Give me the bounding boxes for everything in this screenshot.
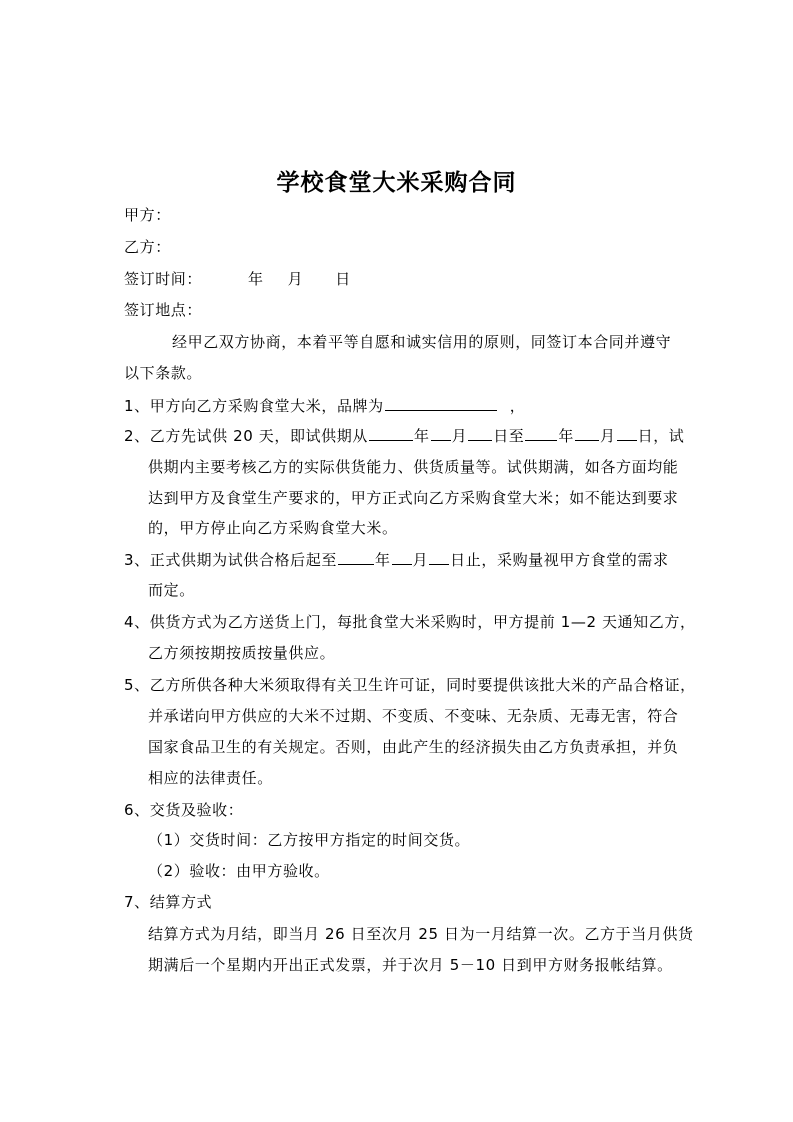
sign-time-line	[124, 269, 351, 289]
trial-end-year-blank	[525, 426, 557, 441]
clause-1-text: 1、甲方向乙方采购食堂大米，品牌为	[124, 397, 384, 415]
trial-start-day-blank	[468, 426, 492, 441]
contract-title: 学校食堂大米采购合同	[276, 169, 517, 196]
supply-end-year-blank	[338, 550, 374, 565]
intro-line-2: 以下条款。	[124, 364, 203, 382]
sign-time-year: 年	[248, 270, 264, 288]
clause-1-comma: ，	[509, 397, 526, 415]
clause-7-line-2: 期满后一个星期内开出正式发票，并于次月 5－10 日到甲方财务报帐结算。	[148, 956, 673, 974]
sign-time-label: 签订时间：	[124, 270, 203, 288]
trial-end-day-label: 日，试	[637, 427, 685, 445]
clause-5-line-3: 国家食品卫生的有关规定。否则，由此产生的经济损失由乙方负责承担，并负	[148, 738, 679, 756]
clause-7-heading: 7、结算方式	[124, 893, 213, 911]
supply-end-month-label: 月	[412, 551, 429, 569]
clause-7-line-1: 结算方式为月结，即当月 26 日至次月 25 日为一月结算一次。乙方于当月供货	[148, 925, 694, 943]
clause-2-line-4: 的，甲方停止向乙方采购食堂大米。	[148, 519, 398, 537]
trial-end-month-label: 月	[600, 427, 616, 445]
clause-1	[124, 396, 525, 416]
clause-4-line-1: 4、供货方式为乙方送货上门，每批食堂大米采购时，甲方提前 1—2 天通知乙方，	[124, 613, 696, 631]
party-a-line: 甲方：	[124, 206, 171, 224]
intro-line-1: 经甲乙双方协商，本着平等自愿和诚实信用的原则，同签订本合同并遵守	[172, 333, 672, 351]
supply-end-day-blank	[429, 550, 449, 565]
clause-5-line-1: 5、乙方所供各种大米须取得有关卫生许可证，同时要提供该批大米的产品合格证，	[124, 676, 696, 694]
clause-3-text: 3、正式供期为试供合格后起至	[124, 551, 337, 569]
clause-2-line-1	[124, 426, 684, 446]
trial-end-day-blank	[617, 426, 637, 441]
sign-place-line: 签订地点：	[124, 301, 203, 319]
trial-end-year-label: 年	[558, 427, 574, 445]
trial-start-month-blank	[431, 426, 451, 441]
clause-4-line-2: 乙方须按期按质按量供应。	[148, 644, 336, 662]
clause-3-line-2: 而定。	[148, 581, 195, 599]
clause-3-text-end: 日止，采购量视甲方食堂的需求	[450, 551, 669, 569]
trial-start-year-blank	[369, 426, 413, 441]
clause-3-line-1	[124, 550, 669, 570]
clause-6-item-2: （2）验收：由甲方验收。	[148, 862, 330, 880]
clause-6-item-1: （1）交货时间：乙方按甲方指定的时间交货。	[148, 831, 471, 849]
sign-time-month: 月	[287, 270, 304, 288]
trial-start-day-label: 日至	[493, 427, 525, 445]
clause-2-line-2: 供期内主要考核乙方的实际供货能力、供货质量等。试供期满，如各方面均能	[148, 458, 679, 476]
clause-6-heading: 6、交货及验收：	[124, 801, 244, 819]
clause-2-text: 2、乙方先试供 20 天，即试供期从	[124, 427, 368, 445]
trial-start-year-label: 年	[413, 427, 430, 445]
trial-start-month-label: 月	[451, 427, 468, 445]
party-b-line: 乙方：	[124, 238, 171, 256]
brand-blank	[385, 396, 497, 411]
supply-end-month-blank	[392, 550, 412, 565]
supply-end-year-label: 年	[374, 551, 391, 569]
clause-5-line-4: 相应的法律责任。	[148, 769, 273, 787]
trial-end-month-blank	[575, 426, 599, 441]
sign-time-day: 日	[335, 270, 351, 288]
clause-5-line-2: 并承诺向甲方供应的大米不过期、不变质、不变味、无杂质、无毒无害，符合	[148, 707, 679, 725]
clause-2-line-3: 达到甲方及食堂生产要求的，甲方正式向乙方采购食堂大米；如不能达到要求	[148, 489, 679, 507]
